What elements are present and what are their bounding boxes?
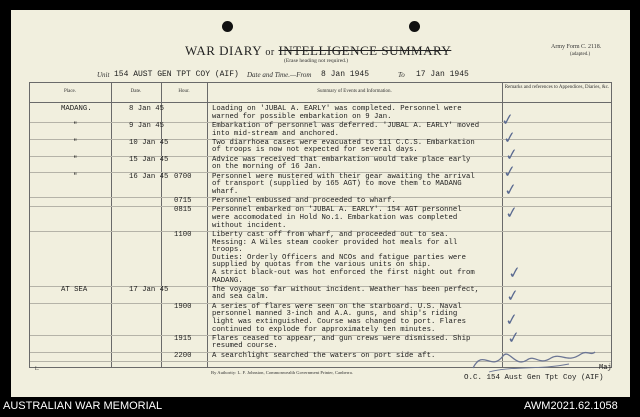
entry-hour: 1900 — [174, 302, 192, 311]
entry-hour: 0815 — [174, 206, 192, 215]
entry-hour: 1100 — [174, 230, 192, 239]
pencil-tick-icon: ✓ — [501, 127, 518, 148]
title-or: or — [265, 47, 275, 58]
form-title — [185, 43, 451, 59]
page-mark: L. — [35, 367, 40, 372]
title-war-diary: WAR DIARY — [185, 43, 262, 58]
punch-hole-left — [222, 21, 233, 32]
title-struck: INTELLIGENCE SUMMARY — [278, 43, 452, 58]
grid-top — [29, 82, 612, 83]
entry-summary-line: The voyage so far without incident. Weather has been perfect, — [212, 285, 480, 294]
entry-place: " — [73, 121, 78, 130]
archive-caption-bar — [0, 397, 640, 417]
entry-summary-line: A strict black-out was hot enforced the first night out from — [212, 268, 475, 277]
entry-summary-line: light was extinguished. Course was changed to port. Flares — [212, 317, 466, 326]
entry-summary-line: troops. — [212, 246, 243, 255]
unit-label: Unit — [97, 71, 110, 79]
entry-summary-line: supplied by quotas from the various units on ship. — [212, 261, 431, 270]
entry-summary-line: Liberty cast off from wharf, and proceeded out to sea. — [212, 230, 449, 239]
handwritten-signature — [469, 342, 599, 376]
col-header-hour: Hour. — [178, 89, 190, 94]
archive-reference: AWM2021.62.1058 — [524, 400, 618, 412]
entry-summary-line: warned for possible embarkation on 9 Jan. — [212, 112, 392, 121]
pencil-tick-icon: ✓ — [503, 202, 520, 223]
pencil-tick-icon: ✓ — [501, 161, 518, 182]
entry-hour: 0715 — [174, 197, 192, 206]
entry-date: 9 Jan 45 — [129, 121, 165, 130]
entry-place: " — [73, 172, 78, 181]
entry-summary-line: Flares ceased to appear, and gun crews were dismissed. Ship — [212, 334, 471, 343]
col-header-place: Place. — [63, 89, 77, 94]
entry-date: 8 Jan 45 — [129, 105, 165, 113]
pencil-tick-icon: ✓ — [506, 262, 523, 283]
pencil-tick-icon: ✓ — [499, 109, 516, 130]
entry-hour: 1915 — [174, 334, 192, 343]
entry-summary-line: wharf. — [212, 187, 239, 196]
pencil-tick-icon: ✓ — [503, 309, 520, 330]
entry-summary-line: Duties: Orderly Officers and NCOs and fatigue parties were — [212, 253, 466, 262]
pencil-tick-icon: ✓ — [504, 285, 521, 306]
entry-date: 16 Jan 45 — [129, 172, 169, 181]
entry-summary-line: continued to explode for approximately ten minutes. — [212, 325, 436, 334]
unit-value: 154 AUST GEN TPT COY (AIF) — [114, 70, 239, 79]
signature-unit: O.C. 154 Aust Gen Tpt Coy (AIF) — [464, 374, 604, 382]
grid-col-date — [111, 82, 112, 367]
entry-summary-line: and sea calm. — [212, 293, 269, 302]
pencil-tick-icon: ✓ — [503, 144, 520, 165]
date-to-label: To — [398, 71, 405, 79]
entry-summary-line: Personnel embussed and proceeded to wharf. — [212, 197, 396, 206]
entry-summary-line: A series of flares were seen on the starboard. U.S. Naval — [212, 302, 462, 311]
col-header-summary: Summary of Events and Information. — [317, 89, 392, 94]
entry-summary-line: of troops is now not expected for several days. — [212, 146, 418, 155]
entry-place: AT SEA — [61, 285, 88, 294]
date-to-value: 17 Jan 1945 — [416, 70, 469, 79]
punch-hole-right — [409, 21, 420, 32]
form-number: Army Form C. 2118. — [551, 44, 602, 50]
form-adapted: (adapted.) — [570, 52, 591, 57]
pencil-tick-icon: ✓ — [505, 327, 522, 348]
col-header-remarks: Remarks and references to Appendices, Diaries, &c. — [504, 85, 610, 90]
entry-summary-line: Advice was received that embarkation would take place early — [212, 155, 471, 164]
pencil-tick-icon: ✓ — [502, 179, 519, 200]
diary-sheet — [11, 10, 630, 397]
grid-left — [29, 82, 30, 367]
entry-summary-line: Personnel embarked on 'JUBAL A. EARLY'. 154 AGT personnel — [212, 206, 462, 215]
entry-summary-line: without incident. — [212, 221, 287, 230]
entry-date: 10 Jan 45 — [129, 138, 169, 147]
grid-col-summary — [207, 82, 208, 367]
entry-summary-line: MADANG. — [212, 276, 243, 285]
entry-summary-line: resumed course. — [212, 342, 278, 351]
entry-summary-line: Two diarrhoea cases were evacuated to 111 C.C.S. Embarkation — [212, 138, 475, 147]
date-from-value: 8 Jan 1945 — [321, 70, 370, 79]
entry-summary-line: on the morning of 16 Jan. — [212, 163, 322, 172]
entry-date: 15 Jan 45 — [129, 155, 169, 164]
entry-place: " — [73, 138, 78, 147]
archive-name: AUSTRALIAN WAR MEMORIAL — [3, 400, 163, 412]
date-from-label: Date and Time.—From — [247, 71, 312, 79]
grid-header-bottom — [29, 102, 612, 103]
entry-summary-line: Personnel were mustered with their gear awaiting the arrival — [212, 172, 475, 181]
entry-place: " — [73, 155, 78, 164]
printer-line: By Authority: L. F. Johnston, Commonwealth Government Printer, Canberra. — [211, 370, 353, 375]
entry-summary-line: into mid-stream and anchored. — [212, 129, 339, 138]
entry-summary-line: of transport (supplied by 165 AGT) to move them to MADANG — [212, 180, 462, 189]
entry-date: 17 Jan 45 — [129, 285, 169, 294]
entry-summary-line: A searchlight searched the waters on port side aft. — [212, 351, 436, 360]
signature-rank: Maj — [599, 364, 612, 372]
col-header-date: Date. — [130, 89, 142, 94]
grid-right — [611, 82, 612, 367]
entry-summary-line: Embarkation of personnel was deferred. 'JUBAL A. EARLY' moved — [212, 121, 480, 130]
entry-summary-line: Messing: A Wiles steam cooker provided hot meals for all — [212, 238, 458, 247]
form-subtitle: (Erase heading not required.) — [284, 58, 349, 64]
entry-summary-line: personnel manned 3-inch and A.A. guns, and ship's riding — [212, 310, 458, 319]
entry-place: MADANG. — [61, 105, 92, 113]
entry-summary-line: were accomodated in Hold No.1. Embarkation was completed — [212, 214, 458, 222]
entry-hour: 2200 — [174, 351, 192, 360]
entry-summary-line: Loading on 'JUBAL A. EARLY' was completed. Personnel were — [212, 105, 462, 113]
entry-hour: 0700 — [174, 172, 192, 181]
